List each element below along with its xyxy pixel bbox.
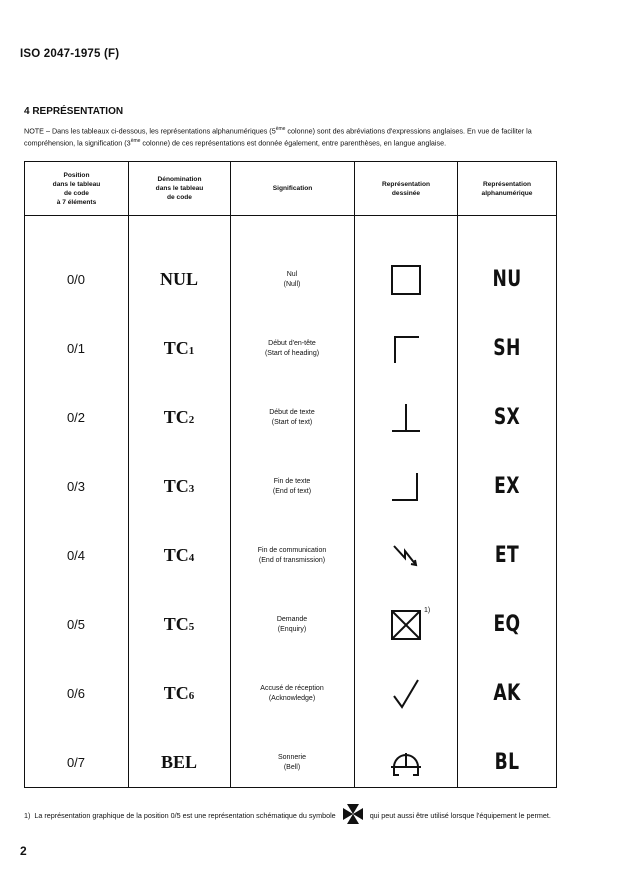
- inverted-t-icon: [386, 398, 426, 438]
- signification-cell: Accusé de réception (Acknowledge): [260, 685, 324, 702]
- footnote: [24, 803, 556, 828]
- section-title: 4 REPRÉSENTATION: [24, 106, 124, 117]
- note-sup-2: ème: [130, 138, 141, 145]
- denomination-cell: TC2: [163, 407, 195, 427]
- corner-top-left-icon: [386, 329, 426, 369]
- table-row: [24, 521, 557, 590]
- alnum-cell: EQ: [493, 612, 521, 637]
- alnum-cell: ET: [494, 543, 520, 568]
- bell-icon: [386, 743, 426, 783]
- lightning-icon: [386, 536, 426, 576]
- denomination-cell: TC3: [163, 476, 195, 496]
- table-row: [24, 383, 557, 452]
- signification-cell: Sonnerie (Bell): [277, 754, 307, 771]
- footnote-reference: 1): [424, 606, 431, 614]
- table-row: [24, 728, 557, 797]
- position-cell: 0/5: [66, 617, 86, 632]
- signification-cell: Début d'en-tête (Start of heading): [264, 340, 320, 357]
- note-paragraph: [24, 124, 556, 149]
- signification-cell: Fin de communication (End of transmission): [257, 547, 327, 564]
- position-cell: 0/0: [66, 272, 86, 287]
- alnum-cell: NU: [492, 267, 522, 292]
- position-cell: 0/4: [66, 548, 86, 563]
- position-cell: 0/1: [66, 341, 86, 356]
- note-text-2: colonne) sont des abréviations d'expressions anglaises. En vue de faciliter la compréhension, la signification (3: [24, 126, 532, 148]
- crossed-square-icon: [386, 605, 426, 645]
- note-sup-1: ème: [275, 126, 286, 132]
- position-cell: 0/7: [66, 755, 86, 770]
- document-id: ISO 2047-1975 (F): [20, 48, 120, 60]
- open-square-icon: [386, 260, 426, 300]
- header-denomination: Dénomination dans le tableau de code: [129, 162, 231, 216]
- note-text-1: NOTE – Dans les tableaux ci-dessous, les représentations alphanumériques (5: [24, 126, 276, 136]
- signification-cell: Demande (Enquiry): [276, 616, 308, 633]
- alnum-cell: BL: [494, 750, 520, 775]
- alnum-cell: SH: [493, 336, 521, 361]
- header-drawn-representation: Représentation dessinée: [355, 162, 458, 216]
- header-signification: Signification: [231, 162, 355, 216]
- table-row: [24, 314, 557, 383]
- denomination-cell: NUL: [159, 269, 198, 289]
- denomination-cell: TC4: [163, 545, 195, 565]
- table-row: [24, 452, 557, 521]
- table-row: [24, 659, 557, 728]
- position-cell: 0/6: [66, 686, 86, 701]
- signification-cell: Nul (Null): [283, 271, 301, 288]
- table-row: [24, 590, 557, 659]
- denomination-cell: TC1: [163, 338, 195, 358]
- alnum-cell: AK: [493, 681, 521, 706]
- page-number: 2: [20, 844, 27, 858]
- table-row: [24, 245, 557, 314]
- alnum-cell: EX: [494, 474, 520, 499]
- note-text-3: colonne) de ces représentations est donnée également, entre parenthèses, en langue anglaise.: [140, 138, 447, 148]
- position-cell: 0/2: [66, 410, 86, 425]
- position-cell: 0/3: [66, 479, 86, 494]
- signification-cell: Fin de texte (End of text): [272, 478, 312, 495]
- denomination-cell: BEL: [160, 752, 198, 772]
- maltese-cross-icon: [342, 803, 364, 825]
- footnote-marker: 1): [24, 810, 31, 820]
- header-alnum-representation: Représentation alphanumérique: [458, 162, 557, 216]
- corner-bottom-right-icon: [386, 467, 426, 507]
- footnote-text-after: qui peut aussi être utilisé lorsque l'équipement le permet.: [369, 810, 551, 820]
- alnum-cell: SX: [493, 405, 521, 430]
- denomination-cell: TC5: [163, 614, 195, 634]
- header-position: Position dans le tableau de code à 7 éléments: [25, 162, 129, 216]
- denomination-cell: TC6: [163, 683, 195, 703]
- footnote-text-before: La représentation graphique de la position 0/5 est une représentation schématique du symbole: [34, 810, 336, 820]
- check-mark-icon: [386, 674, 426, 714]
- signification-cell: Début de texte (Start of text): [269, 409, 315, 426]
